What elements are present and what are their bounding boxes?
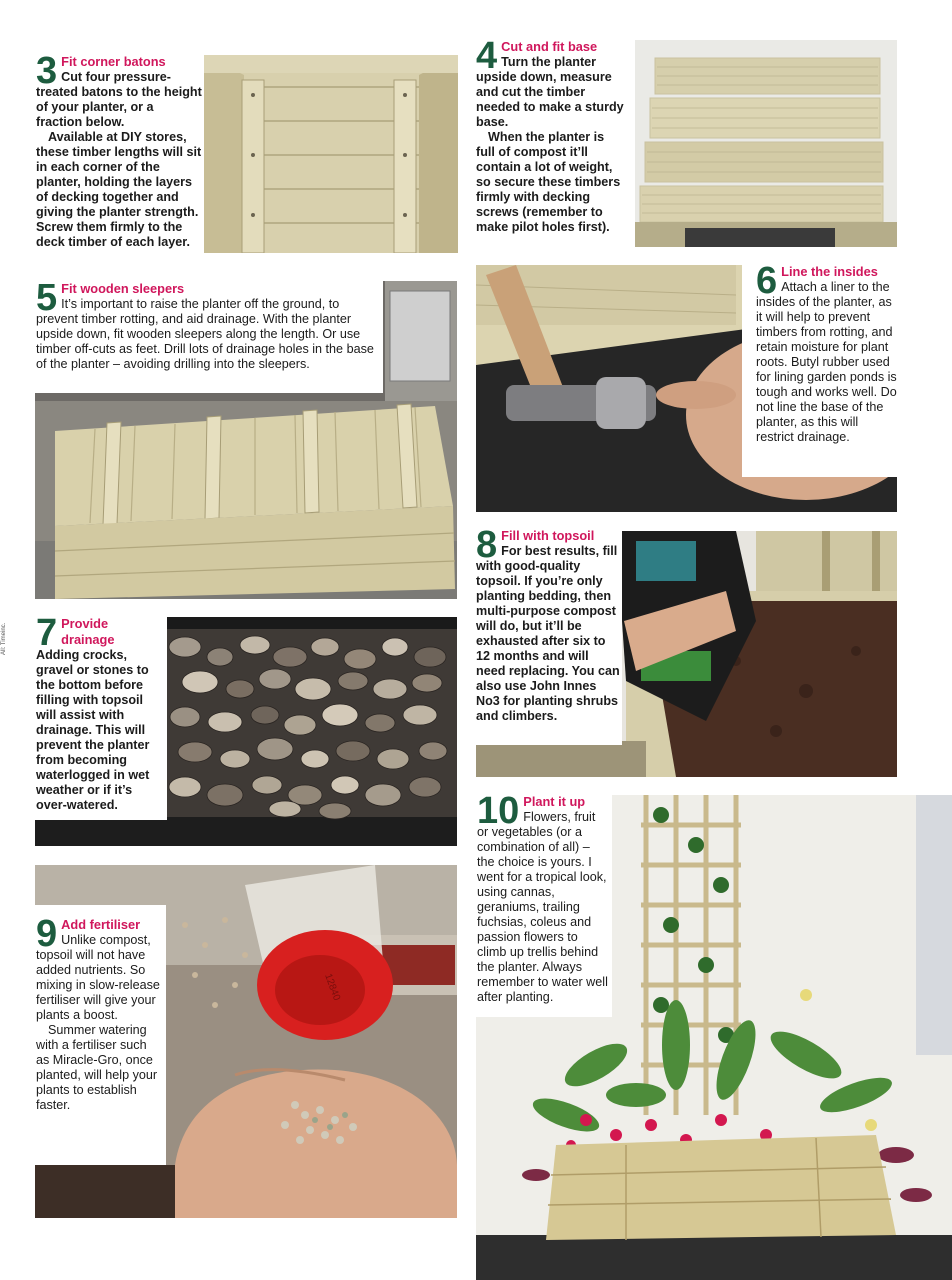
step-6-block bbox=[756, 260, 897, 445]
photo-base-boards bbox=[635, 40, 897, 247]
step-8-heading: Fill with topsoil bbox=[501, 528, 595, 543]
step-9-block bbox=[36, 913, 163, 1113]
step-4-heading: Cut and fit base bbox=[501, 39, 598, 54]
step-10-text-1: Flowers, fruit or vegetables (or a combination of all) – the choice is yours. I went for a tropical look, using cannas, geraniums, trailing fuchsias, coleus and passion flowers to climb up trellis behind the planter. Always remember to water well after planting. bbox=[477, 810, 608, 1004]
step-3-block bbox=[36, 50, 202, 250]
step-5-number: 5 bbox=[36, 277, 58, 319]
step-8-text-1: For best results, fill with good-quality topsoil. If you’re only planting bedding, then multi-purpose compost will do, but it’ll be exhausted after six to 12 months and will need replacing. You can also use John Innes No3 for planting shrubs and climbers. bbox=[476, 544, 620, 723]
step-4-block bbox=[476, 35, 624, 235]
step-6-number: 6 bbox=[756, 260, 778, 302]
step-9-text-2: Summer watering with a fertiliser such as Miracle-Gro, once planted, will help your plants to establish faster. bbox=[36, 1023, 158, 1112]
step-5-heading: Fit wooden sleepers bbox=[61, 281, 185, 296]
step-9-number: 9 bbox=[36, 913, 58, 955]
step-9-heading: Add fertiliser bbox=[61, 917, 141, 932]
step-7-heading: Provide drainage bbox=[61, 616, 115, 647]
step-3-heading: Fit corner batons bbox=[61, 54, 166, 69]
step-4-text-2: When the planter is full of compost it’ll contain a lot of weight, so secure these timbers firmly with decking screws (remember to make pilot holes first). bbox=[476, 130, 621, 234]
jar-lid-number: 12840 bbox=[322, 972, 343, 1003]
step-5-block bbox=[36, 277, 376, 372]
step-4-number: 4 bbox=[476, 35, 498, 77]
step-9-text-1: Unlike compost, topsoil will not have added nutrients. So mixing in slow-release fertiliser will give your plants a boost. bbox=[36, 933, 160, 1022]
step-3-text-1: Cut four pressure-treated batons to the height of your planter, or a fraction below. bbox=[36, 70, 202, 129]
step-10-heading: Plant it up bbox=[523, 794, 586, 809]
step-3-text-2: Available at DIY stores, these timber lengths will sit in each corner of the planter, holding the layers of decking together and giving the planter strength. Screw them firmly to the deck timber of each layer. bbox=[36, 130, 202, 249]
photo-credit: All: Timeinc. bbox=[1, 622, 7, 655]
photo-corner-batons bbox=[204, 55, 458, 253]
step-8-number: 8 bbox=[476, 524, 498, 566]
step-4-text-1: Turn the planter upside down, measure and cut the timber needed to make a sturdy base. bbox=[476, 55, 624, 129]
step-6-heading: Line the insides bbox=[781, 264, 878, 279]
step-10-number: 10 bbox=[477, 790, 520, 832]
step-3-number: 3 bbox=[36, 50, 58, 92]
step-7-block bbox=[36, 612, 164, 813]
step-7-number: 7 bbox=[36, 612, 58, 654]
step-8-block bbox=[476, 524, 620, 724]
step-5-text-1: It’s important to raise the planter off the ground, to prevent timber rotting, and aid drainage. With the planter upside down, fit wooden sleepers along the length. Or use timber off-cuts as feet. Drill lots of drainage holes in the base of the planter – avoiding drilling into the sleepers. bbox=[36, 297, 374, 371]
step-10-block bbox=[477, 790, 610, 1005]
step-6-text-1: Attach a liner to the insides of the planter, as it will help to prevent timbers from rotting, and retain moisture for plant roots. Butyl rubber used for lining garden ponds is tough and works well. Do not line the base of the planter, as this will restrict drainage. bbox=[756, 280, 897, 444]
step-7-text-1: Adding crocks, gravel or stones to the bottom before filling with topsoil will assist with drainage. This will prevent the planter from becoming waterlogged in wet weather or if it’s over-watered. bbox=[36, 648, 150, 812]
